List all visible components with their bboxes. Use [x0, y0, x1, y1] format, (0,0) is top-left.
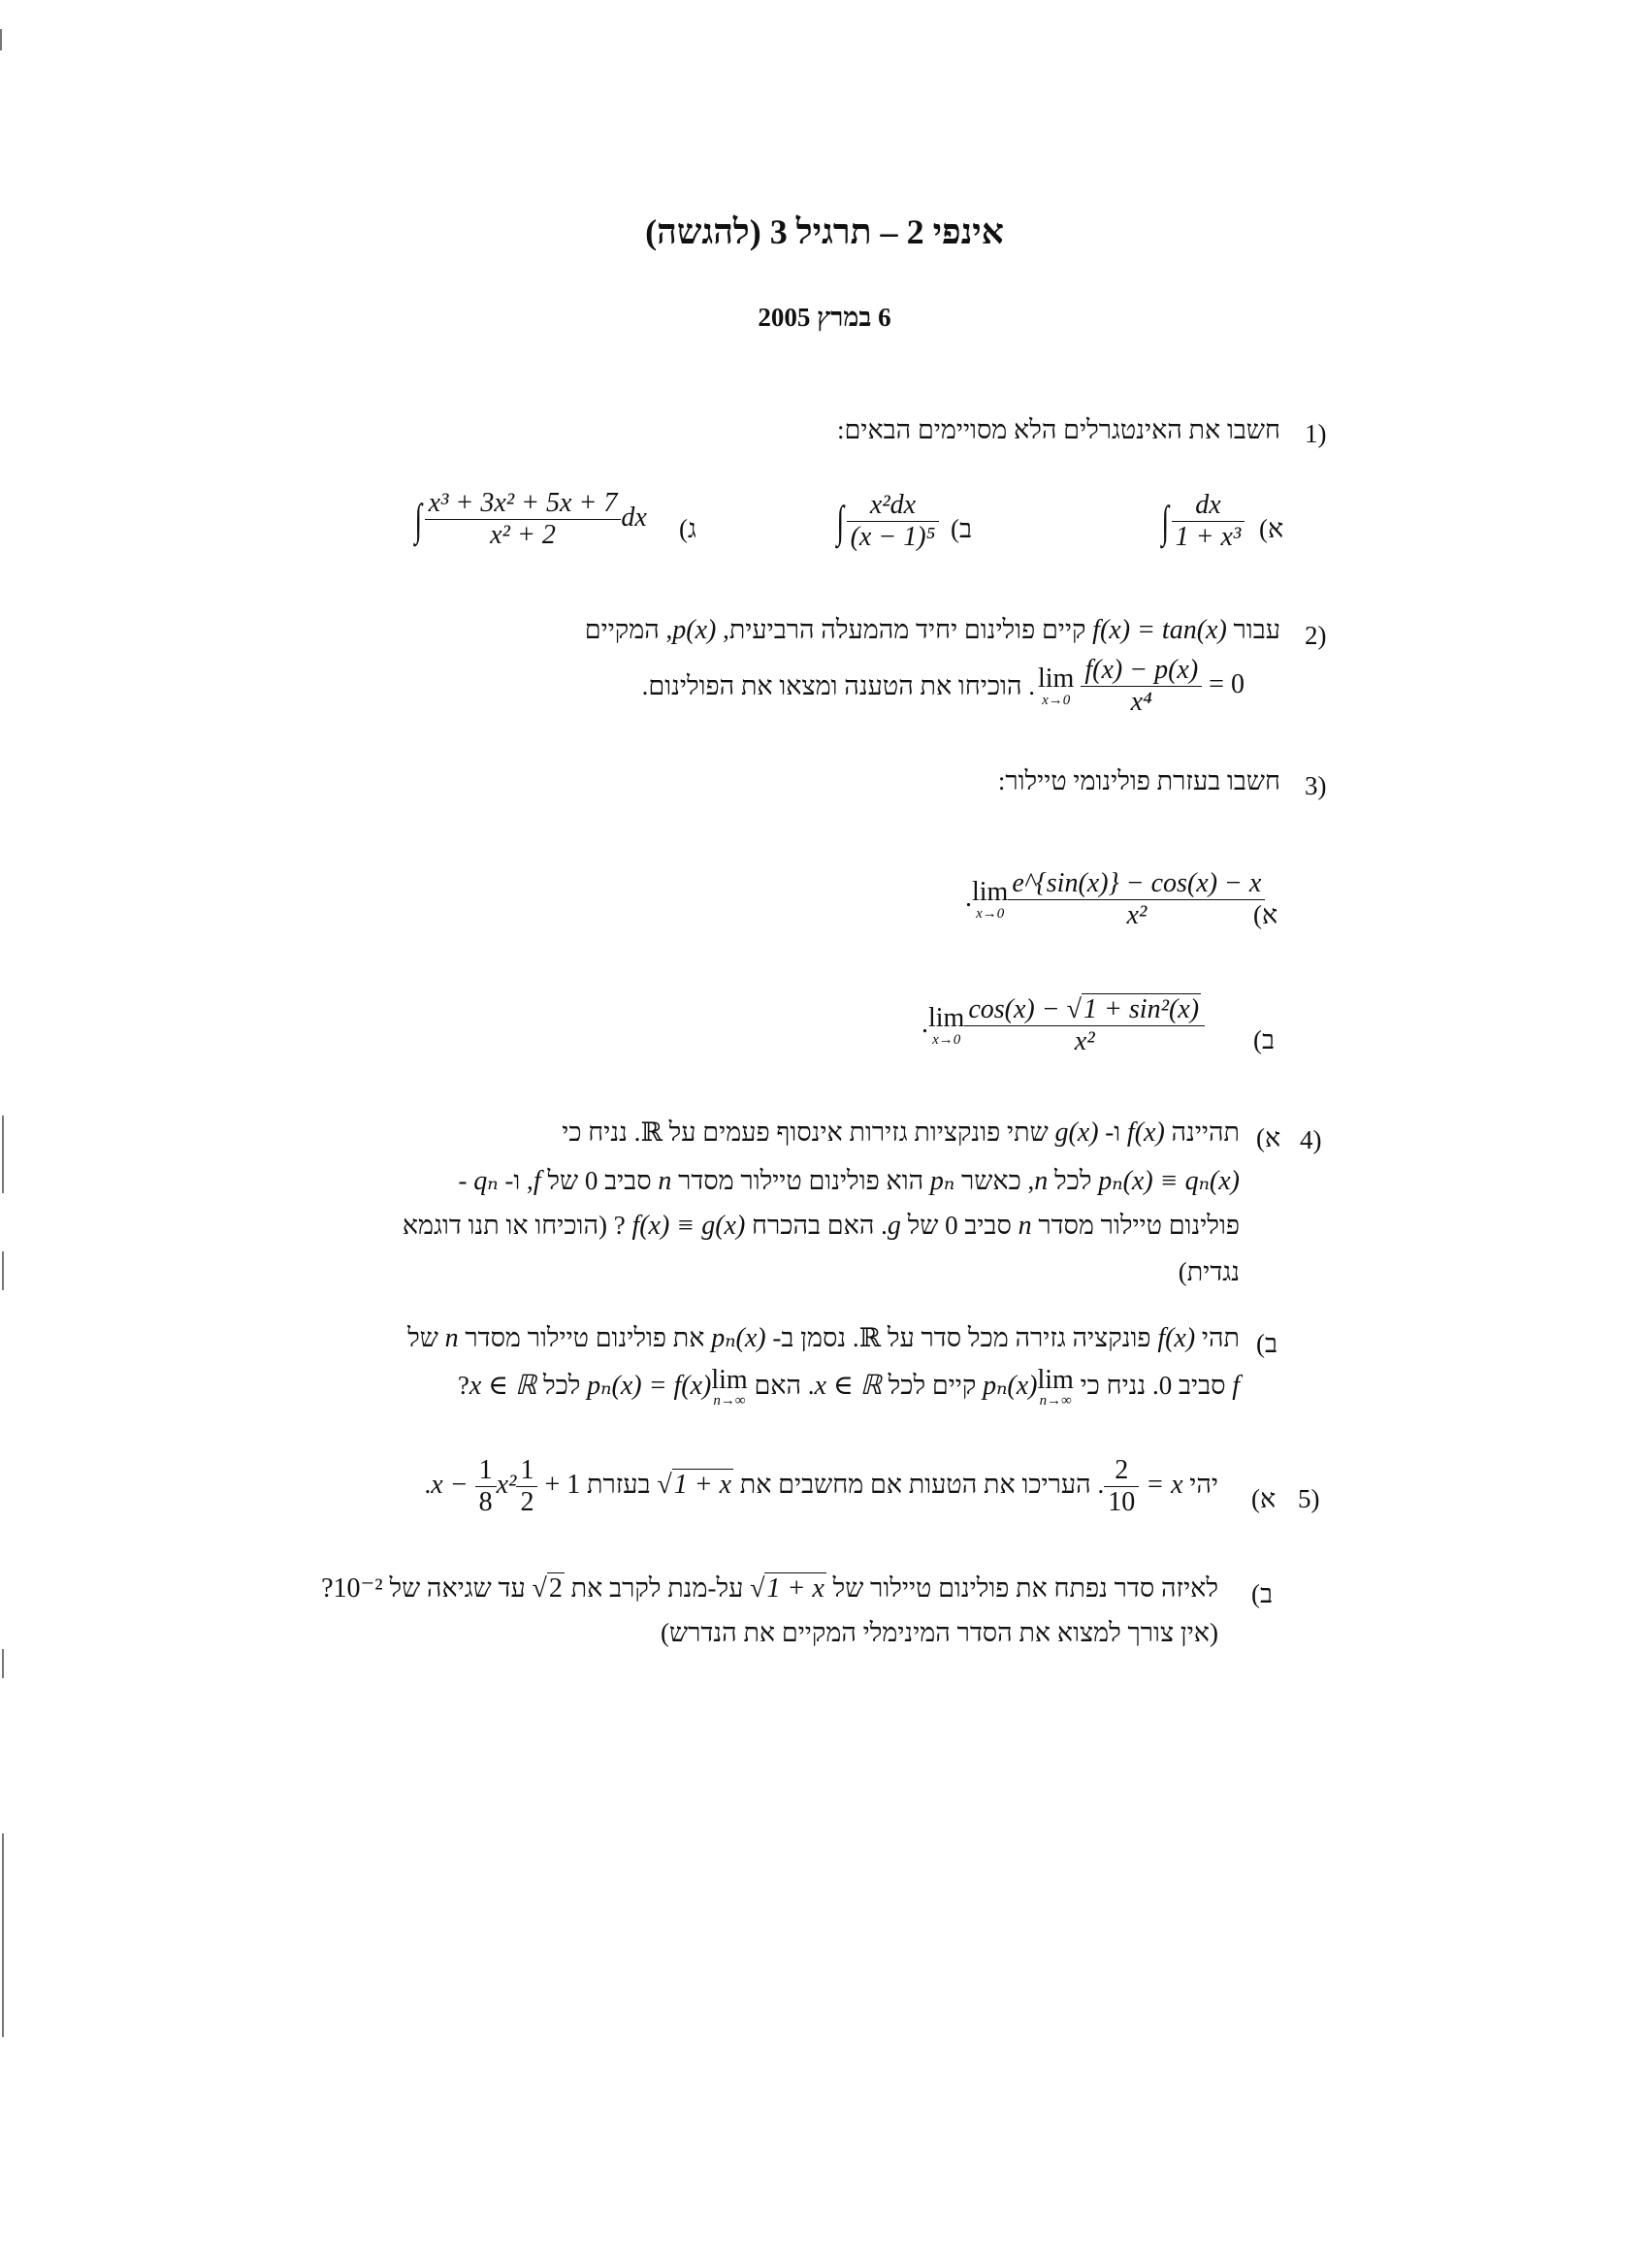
q2-fx: f(x) = tan(x) [1092, 615, 1227, 645]
q3-text: חשבו בעזרת פולינומי טיילור: [997, 766, 1280, 795]
q1-integral-b: ∫ $\frac{\text{x²dx}}{\text{(x − 1)⁵}}$ [834, 490, 939, 553]
q4-label-a: א) [1256, 1123, 1281, 1152]
scan-mark [0, 29, 2, 50]
q5a-line: יהי x = $\frac{2}{10}$ . העריכו את הטעות אם מחשבים את √1 + x בעזרת 1 + $\frac{1}{2}$ x − $\frac{1}{8}$ x². [424, 1455, 1218, 1518]
q2-line1: עבור f(x) = tan(x) קיים פולינום יחיד מהמעלה הרביעית, p(x), המקיים [584, 615, 1280, 645]
q3-number: 3) [1305, 771, 1327, 800]
q2-number: 2) [1305, 621, 1327, 650]
q3a-limit: . lim x→0 $\frac{e\^{}\{\sin(x)\} - \cos(x) - x}{\text{x²}}$ [965, 868, 1265, 931]
q1-integral-a: ∫ $\frac{dx}{\text{1 + x³}}$ [1159, 490, 1245, 553]
q1-number: 1) [1305, 419, 1327, 448]
scan-mark [2, 1116, 4, 1193]
q4a-line1: תהיינה f(x) ו- g(x) שתי פונקציות גזירות אינסוף פעמים על ℝ. נניח כי [562, 1118, 1240, 1148]
q4b-line2: f סביב 0. נניח כי lim n→∞ pₙ(x) קיים לכל x ∈ ℝ. האם lim n→∞ pₙ(x) = f(x) לכל x ∈ ℝ? [457, 1365, 1240, 1409]
q3-label-b: ב) [1253, 1025, 1276, 1054]
q3-label-a: א) [1253, 900, 1278, 929]
q4b-line1: תהי f(x) פונקציה גזירה מכל סדר על ℝ. נסמן ב- pₙ(x) את פולינום טיילור מסדר n של [407, 1323, 1240, 1353]
q4-number: 4) [1300, 1125, 1322, 1154]
scan-mark [2, 1251, 4, 1290]
q2-line2: . הוכיחו את הטענה ומצאו את הפולינום. [641, 671, 1035, 700]
q2-px: p(x) [672, 615, 717, 645]
scan-mark [2, 1833, 4, 2037]
q5-number: 5) [1298, 1484, 1320, 1513]
q2-limit: lim x→0 $\frac{f(x) - p(x)}{\text{x⁴}}$ = 0 [1038, 655, 1245, 718]
q4-label-b: ב) [1256, 1329, 1278, 1358]
q1-text: חשבו את האינטגרלים הלא מסויימים הבאים: [837, 415, 1280, 444]
q1-label-b: ב) [951, 514, 973, 543]
scan-mark [2, 1649, 4, 1678]
q4a-line3: פולינום טיילור מסדר n סביב 0 של g. האם בהכרח f(x) ≡ g(x) ? (הוכיחו או תנו דוגמא [402, 1211, 1240, 1241]
q3b-limit: . lim x→0 $\frac{\text{cos(x) − √1 + sin²(x)}}{\text{x²}}$ [922, 994, 1205, 1057]
q5b-line2: (אין צורך למצוא את הסדר המינימלי המקיים את הנדרש) [661, 1618, 1218, 1647]
q1-label-c: ג) [679, 514, 696, 543]
page-title: אינפי 2 – תרגיל 3 (להגשה) [645, 212, 1004, 251]
q4a-line2: pₙ(x) ≡ qₙ(x) לכל n, כאשר pₙ הוא פולינום טיילור מסדר n סביב 0 של f, ו- qₙ - [458, 1166, 1240, 1196]
page-date: 6 במרץ 2005 [758, 303, 891, 332]
q5b-line1: לאיזה סדר נפתח את פולינום טיילור של √1 + x על-מנת לקרב את √2 עד שגיאה של 10⁻²? [321, 1573, 1218, 1604]
q1-integral-c: ∫ $\frac{\text{x³ + 3x² + 5x + 7}}{\text{x² + 2}}$ dx [414, 488, 647, 551]
q4a-line4: נגדית) [1178, 1257, 1240, 1286]
q1-label-a: א) [1259, 514, 1284, 543]
q5-label-b: ב) [1251, 1579, 1274, 1608]
q5-label-a: א) [1251, 1484, 1277, 1513]
